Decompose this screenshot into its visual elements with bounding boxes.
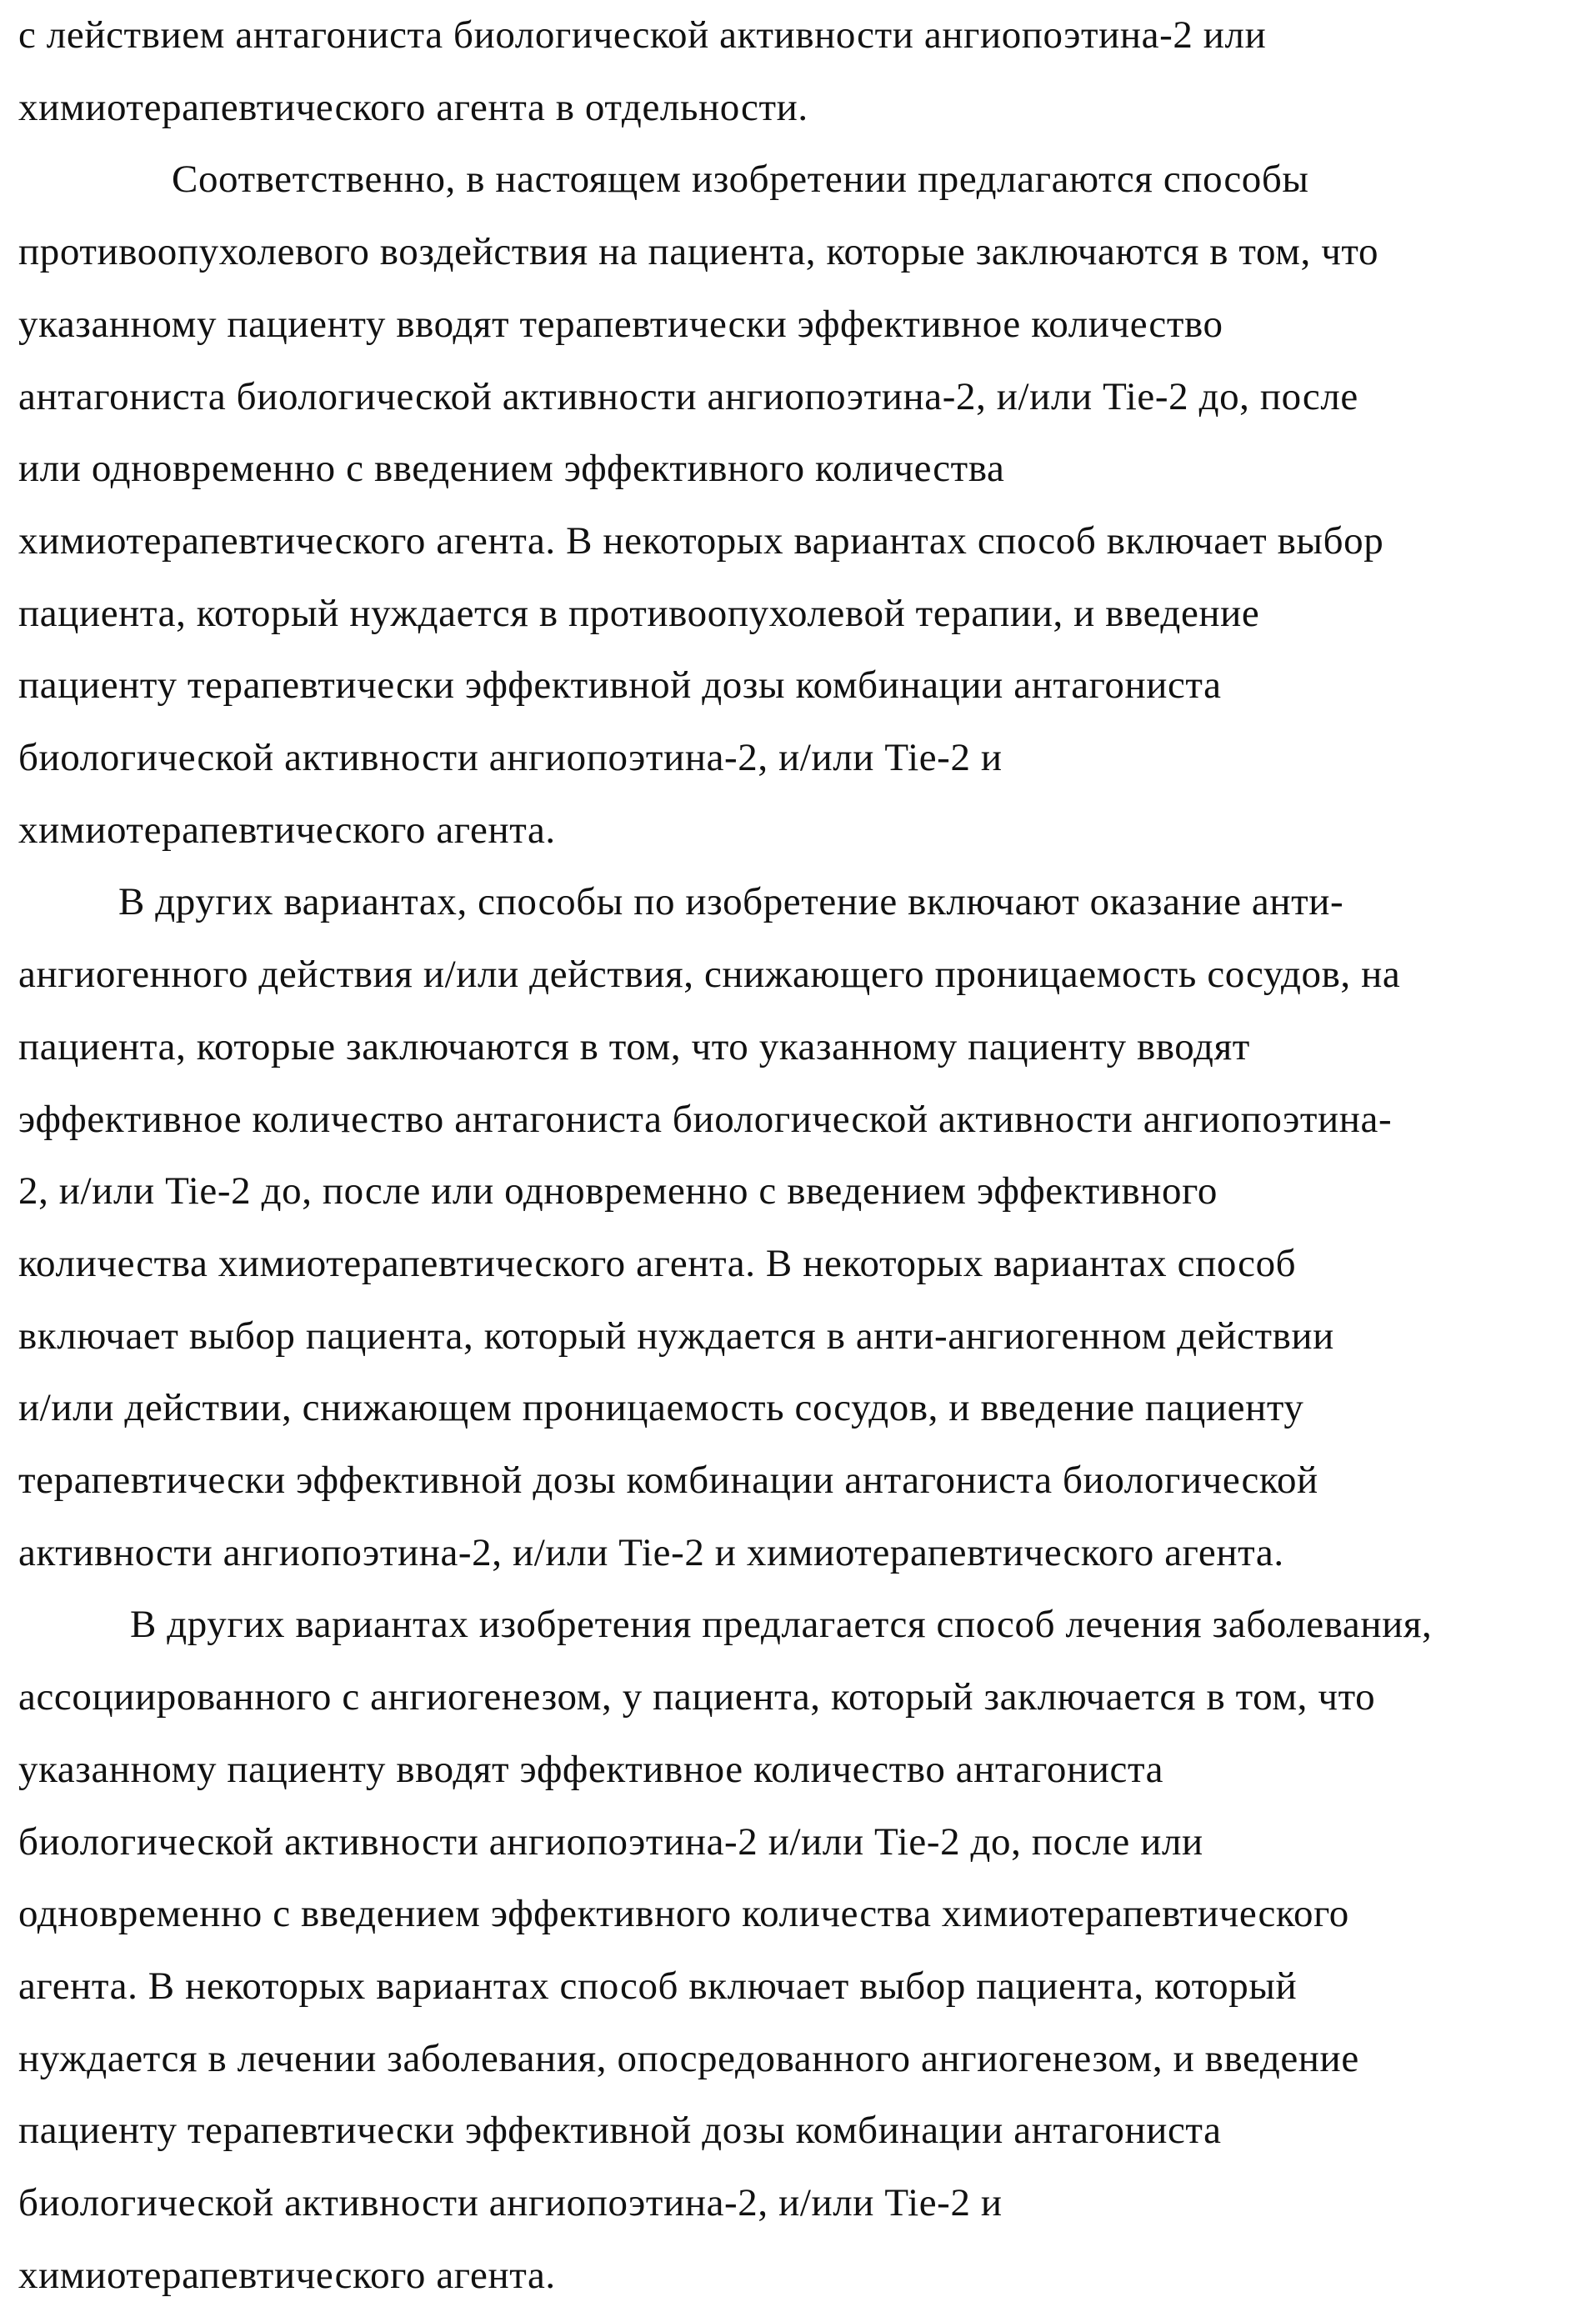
text-line: указанному пациенту вводят эффективное количество антагониста [18,1746,1163,1793]
text-line: активности ангиопоэтина-2, и/или Tie-2 и химиотерапевтического агента. [18,1529,1284,1576]
document-page [0,0,1596,2317]
text-line: пациента, которые заключаются в том, что указанному пациенту вводят [18,1023,1250,1070]
text-line: 2, и/или Tie-2 до, после или одновременно с введением эффективного [18,1168,1218,1214]
text-line: ангиогенного действия и/или действия, снижающего проницаемость сосудов, на [18,951,1400,998]
text-line: В других вариантах изобретения предлагается способ лечения заболевания, [130,1601,1432,1648]
text-line: одновременно с введением эффективного количества химиотерапевтического [18,1890,1349,1937]
text-line: ассоциированного с ангиогенезом, у пациента, который заключается в том, что [18,1674,1375,1720]
text-line: биологической активности ангиопоэтина-2 и/или Tie-2 до, после или [18,1819,1203,1865]
text-line: включает выбор пациента, который нуждается в анти-ангиогенном действии [18,1313,1334,1359]
text-line: количества химиотерапевтического агента. В некоторых вариантах способ [18,1240,1296,1287]
text-line: химиотерапевтического агента. [18,2252,556,2299]
text-line: химиотерапевтического агента в отдельности. [18,84,808,131]
text-line: агента. В некоторых вариантах способ включает выбор пациента, который [18,1963,1297,2009]
text-line: биологической активности ангиопоэтина-2, и/или Tie-2 и [18,2179,1003,2226]
text-line: противоопухолевого воздействия на пациента, которые заключаются в том, что [18,228,1378,275]
text-line: антагониста биологической активности ангиопоэтина-2, и/или Tie-2 до, после [18,373,1358,420]
text-line: указанному пациенту вводят терапевтически эффективное количество [18,301,1223,348]
text-line: биологической активности ангиопоэтина-2, и/или Tie-2 и [18,734,1003,781]
text-line: В других вариантах, способы по изобретение включают оказание анти- [118,878,1343,925]
text-line: химиотерапевтического агента. В некоторых вариантах способ включает выбор [18,518,1383,564]
text-line: химиотерапевтического агента. [18,807,556,853]
text-line: эффективное количество антагониста биологической активности ангиопоэтина- [18,1096,1392,1143]
text-line: Соответственно, в настоящем изобретении предлагаются способы [172,156,1309,203]
text-line: пациента, который нуждается в противоопухолевой терапии, и введение [18,590,1259,637]
text-line: пациенту терапевтически эффективной дозы комбинации антагониста [18,2107,1222,2154]
text-line: терапевтически эффективной дозы комбинации антагониста биологической [18,1457,1318,1504]
text-line: нуждается в лечении заболевания, опосредованного ангиогенезом, и введение [18,2035,1359,2082]
text-line: и/или действии, снижающем проницаемость сосудов, и введение пациенту [18,1384,1303,1431]
text-line: или одновременно с введением эффективного количества [18,445,1004,492]
text-line: пациенту терапевтически эффективной дозы комбинации антагониста [18,662,1222,708]
text-line: с лействием антагониста биологической активности ангиопоэтина-2 или [18,12,1266,58]
